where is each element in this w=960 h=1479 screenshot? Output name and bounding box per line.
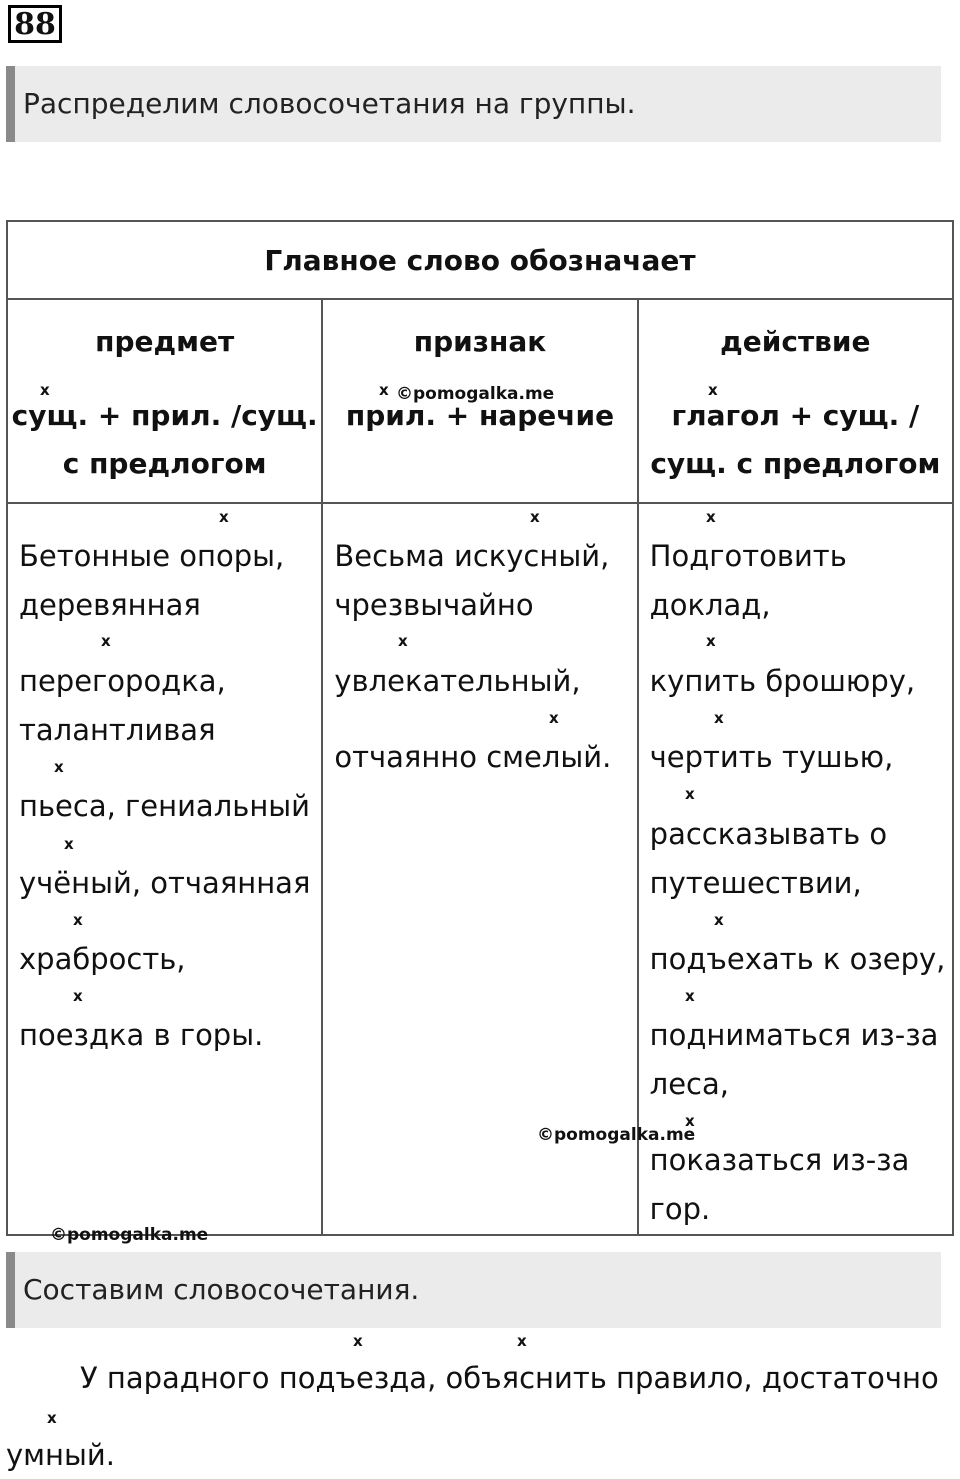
watermark: ©pomogalka.me [537,1125,696,1145]
head-word-marker: x [706,508,716,526]
column-head-object [7,299,322,503]
column-rule-line: с предлогом [62,447,267,480]
head-word-marker: x [40,381,50,399]
column-rule-line: сущ. с предлогом [650,447,941,480]
list-item: Подготовить [649,539,847,573]
list-item: чрезвычайно [334,588,534,622]
list-item: гор. [649,1192,711,1226]
head-word-marker: x [398,632,408,650]
list-item: доклад, [649,588,771,622]
exercise-number: 88 [8,5,62,43]
head-word-marker: x [353,1332,363,1350]
table-header: Главное слово обозначает [7,221,953,299]
task-banner-distribute: Распределим словосочетания на группы. [6,66,941,142]
watermark: ©pomogalka.me [396,384,555,404]
column-rule-line: прил. + наречие [345,399,615,432]
column-rule-line: сущ. + прил. /сущ. [11,399,318,432]
head-word-marker: x [685,785,695,803]
list-item: Бетонные опоры, [19,539,285,573]
list-item: подъехать к озеру, [649,942,946,976]
list-item: отчаянно смелый. [334,740,612,774]
head-word-marker: x [706,632,716,650]
list-item: пьеса, гениальный [19,789,311,823]
head-word-marker: x [685,987,695,1005]
head-word-marker: x [714,709,724,727]
list-item: Весьма искусный, [334,539,610,573]
head-word-marker: x [73,987,83,1005]
head-word-marker: x [708,381,718,399]
head-word-marker: x [54,758,64,776]
column-title: действие [720,325,871,358]
head-word-marker: x [379,381,389,399]
list-item: деревянная [19,588,201,622]
list-item: купить брошюру, [649,664,916,698]
head-word-marker: x [73,911,83,929]
head-word-marker: x [685,1112,695,1130]
head-word-marker: x [47,1409,57,1427]
head-word-marker: x [549,709,559,727]
list-item: леса, [649,1067,729,1101]
head-word-marker: x [530,508,540,526]
column-title: предмет [95,325,235,358]
head-word-marker: x [101,632,111,650]
list-item: чертить тушью, [649,740,894,774]
answer-paragraph-line: У парадного подъезда, объяснить правило, достаточно [80,1361,939,1395]
list-item: учёный, отчаянная [19,866,311,900]
head-word-marker: x [219,508,229,526]
head-word-marker: x [714,911,724,929]
column-title: признак [413,325,547,358]
list-item: подниматься из-за [649,1018,939,1052]
list-item: талантливая [19,713,216,747]
column-head-action [638,299,953,503]
list-item: путешествии, [649,866,862,900]
watermark: ©pomogalka.me [50,1225,209,1245]
list-item: показаться из-за [649,1143,910,1177]
list-item: увлекательный, [334,664,581,698]
column-body-object [7,503,322,1235]
head-word-marker: x [64,835,74,853]
column-rule-line: глагол + сущ. / [671,399,920,432]
list-item: храбрость, [19,942,186,976]
classification-table [6,220,954,1236]
task-banner-compose: Составим словосочетания. [6,1252,941,1328]
answer-paragraph-line: умный. [6,1438,115,1472]
head-word-marker: x [517,1332,527,1350]
list-item: поездка в горы. [19,1018,264,1052]
list-item: перегородка, [19,664,226,698]
list-item: рассказывать о [649,817,888,851]
